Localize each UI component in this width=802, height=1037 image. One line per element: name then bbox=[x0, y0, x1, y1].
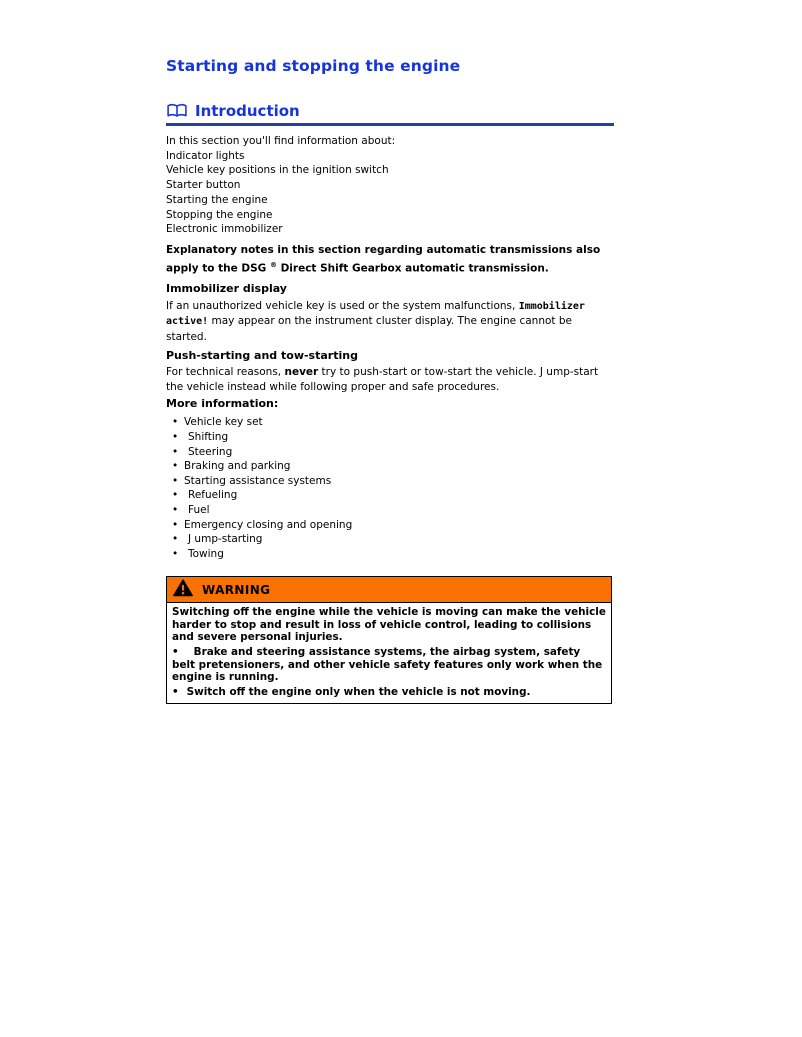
more-info-heading: More information: bbox=[166, 396, 279, 410]
note-text: Explanatory notes in this section regarding automatic transmissions also apply to the DSG bbox=[166, 243, 601, 275]
list-item: • Shifting bbox=[166, 430, 614, 445]
section-heading bbox=[166, 102, 614, 126]
warning-paragraph: Switching off the engine while the vehicle is moving can make the vehicle harder to stop and result in loss of vehicle control, leading to collisions and severe personal injuries. bbox=[172, 606, 606, 643]
page-content bbox=[166, 0, 614, 704]
immobilizer-paragraph bbox=[166, 299, 614, 345]
list-item: Stopping the engine bbox=[166, 208, 273, 221]
list-item: • Fuel bbox=[166, 503, 614, 518]
section-heading-label: Introduction bbox=[195, 102, 300, 120]
list-item: Starter button bbox=[166, 179, 241, 192]
list-item: • Steering bbox=[166, 445, 614, 460]
emphasized-text: never bbox=[284, 366, 319, 379]
list-item: • Emergency closing and opening bbox=[166, 518, 614, 533]
list-item: • Towing bbox=[166, 547, 614, 562]
paragraph-text: For technical reasons, bbox=[166, 366, 285, 379]
list-item: • Starting assistance systems bbox=[166, 474, 614, 489]
list-item: Vehicle key positions in the ignition switch bbox=[166, 164, 389, 177]
warning-bullet: • Switch off the engine only when the vehicle is not moving. bbox=[172, 686, 606, 698]
page-title: Starting and stopping the engine bbox=[166, 57, 461, 75]
cluster-message-text: Immobilizer active! bbox=[166, 300, 585, 328]
list-item: • Refueling bbox=[166, 488, 614, 503]
open-book-icon bbox=[166, 103, 188, 119]
list-item: • Vehicle key set bbox=[166, 415, 614, 430]
note-text: Direct Shift Gearbox automatic transmission. bbox=[276, 262, 549, 275]
intro-lead: In this section you'll find information about: bbox=[166, 135, 396, 147]
warning-header bbox=[167, 577, 611, 602]
registered-mark: ® bbox=[269, 260, 277, 269]
list-item: • J ump-starting bbox=[166, 532, 614, 547]
warning-triangle-icon bbox=[173, 579, 193, 601]
more-info-list bbox=[166, 415, 614, 561]
warning-body bbox=[167, 602, 611, 703]
list-item: Indicator lights bbox=[166, 149, 245, 162]
list-item: Electronic immobilizer bbox=[166, 223, 283, 236]
warning-label: WARNING bbox=[202, 582, 271, 597]
paragraph-text: try to push-start or tow-start the vehicle. J ump-start the vehicle instead while following proper and safe procedures. bbox=[166, 366, 599, 394]
transmission-note bbox=[166, 243, 614, 276]
immobilizer-heading: Immobilizer display bbox=[166, 281, 287, 295]
list-item: • Braking and parking bbox=[166, 459, 614, 474]
warning-bullet: • Brake and steering assistance systems, the airbag system, safety belt pretensioners, and other vehicle safety features only work when the engine is running. bbox=[172, 646, 606, 683]
list-item: Starting the engine bbox=[166, 193, 268, 206]
push-start-paragraph bbox=[166, 365, 614, 394]
paragraph-text: If an unauthorized vehicle key is used or the system malfunctions, bbox=[166, 299, 519, 312]
intro-topic-list bbox=[166, 149, 614, 237]
push-start-heading: Push-starting and tow-starting bbox=[166, 348, 358, 362]
paragraph-text: may appear on the instrument cluster display. The engine cannot be started. bbox=[166, 315, 572, 343]
warning-box bbox=[166, 576, 612, 704]
